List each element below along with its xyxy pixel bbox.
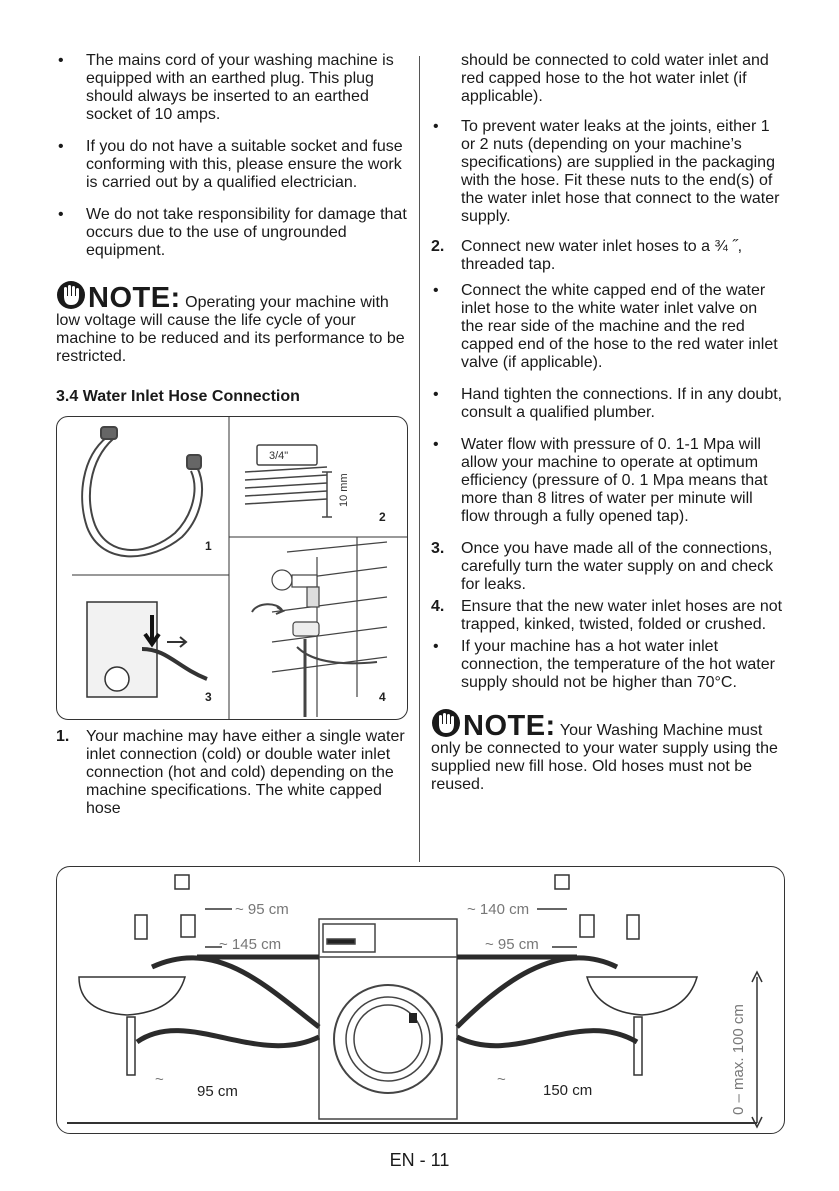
right-drain-distance: 150 cm bbox=[543, 1082, 593, 1099]
right-drain-tilde: ~ bbox=[497, 1071, 506, 1088]
step-4-text: Ensure that the new water inlet hoses are not trapped, kinked, twisted, folded or crushed. bbox=[461, 598, 783, 633]
bullet-hand-tighten: • Hand tighten the connections. If in any doubt, consult a qualified plumber. bbox=[431, 386, 783, 422]
right-sink-illustration bbox=[587, 977, 697, 1075]
step-4-number: 4. bbox=[431, 598, 445, 615]
note-fill-hose bbox=[431, 708, 783, 794]
section-title: 3.4 Water Inlet Hose Connection bbox=[56, 388, 300, 405]
left-column bbox=[56, 52, 408, 818]
bullet-hot-inlet: • If your machine has a hot water inlet connection, the temperature of the hot water supply should not be higher than 70°C. bbox=[431, 638, 783, 692]
right-column bbox=[431, 52, 783, 794]
note-low-voltage bbox=[56, 280, 408, 366]
page-number: EN - 11 bbox=[389, 1150, 450, 1170]
bullet-responsibility: • We do not take responsibility for damage that occurs due to the use of ungrounded equipment. bbox=[56, 206, 408, 260]
note-text: Operating your machine with low voltage will cause the life cycle of your machine to be reduced and its performance to be restricted. bbox=[56, 294, 405, 365]
step-2-text: Connect new water inlet hoses to a ¾ ˝, threaded tap. bbox=[461, 238, 743, 273]
column-divider bbox=[419, 56, 420, 862]
hose-coil-illustration bbox=[82, 427, 202, 556]
panel-number-3: 3 bbox=[205, 690, 212, 704]
thread-label: 3/4" bbox=[269, 450, 289, 462]
step-1-number: 1. bbox=[56, 728, 70, 745]
left-top-distance: ~ 95 cm bbox=[235, 901, 289, 918]
step-2-number: 2. bbox=[431, 238, 445, 255]
step-3-text: Once you have made all of the connections, carefully turn the water supply on and check for leaks. bbox=[461, 540, 774, 593]
bullet-socket-fuse: • If you do not have a suitable socket and fuse conforming with this, please ensure the work is carried out by a qualified electrician. bbox=[56, 138, 408, 192]
installation-diagram bbox=[56, 866, 785, 1134]
step-2 bbox=[431, 238, 783, 274]
installation-diagram-svg bbox=[57, 867, 784, 1133]
dimension-arrows bbox=[205, 909, 762, 1127]
hose-connection-figure bbox=[56, 416, 408, 720]
left-mid-distance: ~ 145 cm bbox=[219, 936, 282, 953]
note-heading: NOTE: bbox=[463, 710, 556, 742]
hand-stop-icon bbox=[431, 708, 461, 738]
left-drain-tilde: ~ bbox=[155, 1071, 164, 1088]
panel-number-2: 2 bbox=[379, 510, 386, 524]
nuts-bullet-list bbox=[431, 118, 783, 226]
hose-figure-svg bbox=[57, 417, 407, 719]
tap-connection-illustration bbox=[252, 537, 387, 717]
bullet-white-capped: • Connect the white capped end of the water inlet hose to the white water inlet valve on the rear side of the machine and the red capped end of the hose to the red water inlet valve (if applicable). bbox=[431, 282, 783, 372]
hand-stop-icon bbox=[56, 280, 86, 310]
panel-number-1: 1 bbox=[205, 539, 212, 553]
step-3 bbox=[431, 540, 783, 594]
step-1-text: Your machine may have either a single water inlet connection (cold) or double water inlet connection (hot and cold) depending on the machine specifications. The white capped hose bbox=[86, 728, 405, 817]
depth-label: 10 mm bbox=[338, 473, 350, 507]
panel-number-4: 4 bbox=[379, 690, 386, 704]
thread-fitting-illustration bbox=[245, 445, 332, 517]
right-mid-distance: ~ 95 cm bbox=[485, 936, 539, 953]
left-sink-illustration bbox=[79, 977, 185, 1075]
note-heading: NOTE: bbox=[88, 282, 181, 314]
step-1 bbox=[56, 728, 408, 818]
step-3-number: 3. bbox=[431, 540, 445, 557]
bullet-nuts: • To prevent water leaks at the joints, either 1 or 2 nuts (depending on your machine’s specifications) are supplied in the packaging with the hose. Fit these nuts to the end(s) of the water inlet hose that connect to the water supply. bbox=[431, 118, 783, 226]
step-4 bbox=[431, 598, 783, 634]
max-height-label: 0 – max. 100 cm bbox=[730, 1004, 747, 1115]
bullet-water-pressure: • Water flow with pressure of 0. 1-1 Mpa will allow your machine to operate at optimum efficiency (pressure of 0. 1 Mpa means that more than 8 litres of water per minute will flow through a fully opened tap). bbox=[431, 436, 783, 526]
right-top-distance: ~ 140 cm bbox=[467, 901, 530, 918]
step-1-continuation: should be connected to cold water inlet and red capped hose to the hot water inlet (if applicable). bbox=[461, 52, 769, 105]
safety-bullets bbox=[56, 52, 408, 260]
bullet-earthed-plug: • The mains cord of your washing machine is equipped with an earthed plug. This plug should always be inserted to an earthed socket of 10 amps. bbox=[56, 52, 408, 124]
machine-rear-illustration bbox=[87, 602, 207, 697]
washing-machine-illustration bbox=[319, 919, 457, 1119]
hot-inlet-bullet-list bbox=[431, 638, 783, 692]
left-drain-distance: 95 cm bbox=[197, 1083, 238, 1100]
step-2-bullets bbox=[431, 282, 783, 526]
note-text: Your Washing Machine must only be connected to your water supply using the supplied new fill hose. Old hoses must not be reused. bbox=[431, 722, 778, 793]
